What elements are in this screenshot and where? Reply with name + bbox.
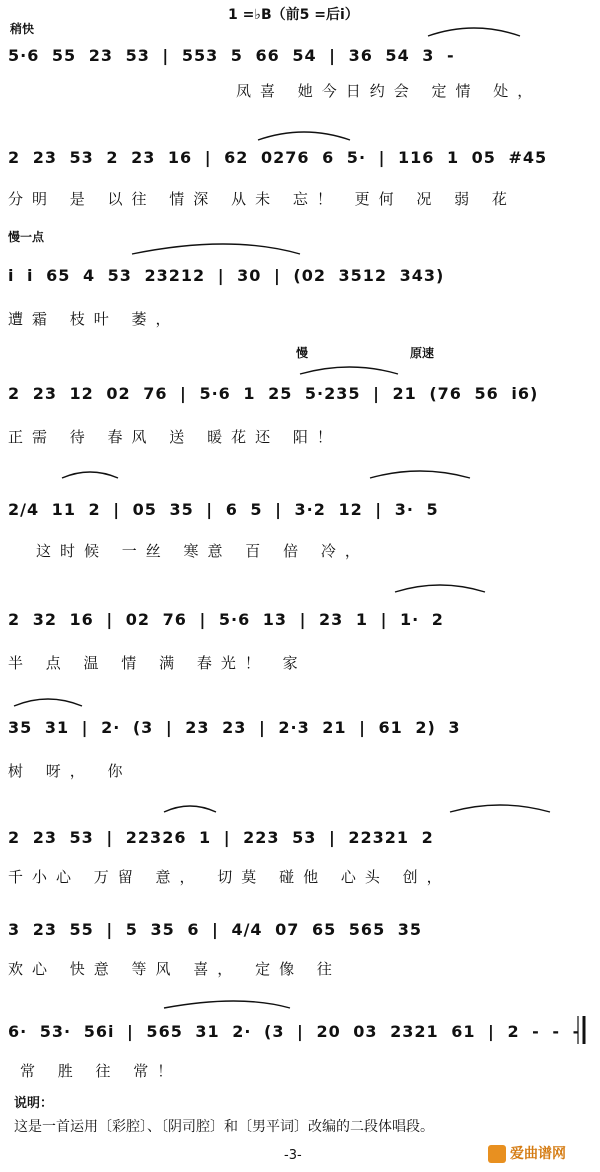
notation-line: 2 23 53 | 22326 1 | 223 53 | 22321 2 — [8, 828, 434, 847]
final-barline — [578, 1016, 584, 1044]
lyrics-line: 正需 待 春风 送 暖花还 阳！ — [8, 428, 341, 446]
notation-line: 6· 53· 56i | 565 31 2· (3 | 20 03 2321 61 | 2 - - - — [8, 1022, 581, 1041]
slurs — [14, 28, 550, 1008]
slur — [450, 805, 550, 812]
slur — [300, 367, 398, 374]
slur — [62, 472, 118, 478]
notation-line: 2/4 11 2 | 05 35 | 6 5 | 3·2 12 | 3· 5 — [8, 500, 439, 519]
lyrics-line: 常 胜 往 常！ — [20, 1062, 182, 1080]
tempo-mark: 慢 — [296, 346, 309, 360]
note-title: 说明： — [14, 1096, 54, 1111]
tempo-mark: 慢一点 — [8, 230, 45, 244]
notation-line: 2 23 53 2 23 16 | 62 0276 6 5· | 116 1 05 #45 — [8, 148, 548, 167]
lyrics-line: 欢心 快意 等风 喜， 定像 往 — [8, 960, 341, 978]
lyrics-line: 凤喜 她今日约会 定情 处， — [236, 82, 542, 100]
notation-line: 35 31 | 2· (3 | 23 23 | 2·3 21 | 61 2) 3 — [8, 718, 461, 737]
logo-text: 爱曲谱网 — [510, 1146, 566, 1162]
tempo-mark: 原速 — [410, 346, 435, 360]
slur — [132, 244, 300, 254]
slur — [428, 28, 520, 36]
lyrics-line: 半 点 温 情 满 春光！ 家 — [8, 654, 307, 672]
slur — [395, 585, 485, 592]
page-number: -3- — [284, 1148, 302, 1163]
lyrics-line: 千小心 万留 意， 切莫 碰他 心头 创， — [8, 868, 451, 886]
slur — [258, 132, 350, 140]
notation-line: 2 23 12 02 76 | 5·6 1 25 5·235 | 21 (76 56 i6) — [8, 384, 539, 403]
notation-line: i i 65 4 53 23212 | 30 | (02 3512 343) — [8, 266, 445, 285]
tempo-mark: 稍快 — [10, 22, 35, 36]
notation-line: 3 23 55 | 5 35 6 | 4/4 07 65 565 35 — [8, 920, 423, 939]
note-body: 这是一首运用〔彩腔〕、〔阴司腔〕和〔男平词〕改编的二段体唱段。 — [14, 1119, 434, 1135]
key-signature: 1 =♭B（前5 =后i̇） — [228, 7, 359, 23]
slur — [164, 806, 216, 812]
lyrics-line: 树 呀， 你 — [8, 762, 132, 780]
lyrics-line: 这时候 一丝 寒意 百 倍 冷， — [36, 542, 369, 560]
slur — [164, 1001, 290, 1008]
notation-line: 5·6 55 23 53 | 553 5 66 54 | 36 54 3 - — [8, 46, 455, 65]
lyrics-line: 遭霜 枝叶 萎， — [8, 310, 180, 328]
notation-line: 2 32 16 | 02 76 | 5·6 13 | 23 1 | 1· 2 — [8, 610, 444, 629]
slur — [14, 699, 82, 706]
lyrics-line: 分明 是 以往 情深 从未 忘！ 更何 况 弱 花 — [8, 190, 516, 208]
slur — [370, 471, 470, 478]
